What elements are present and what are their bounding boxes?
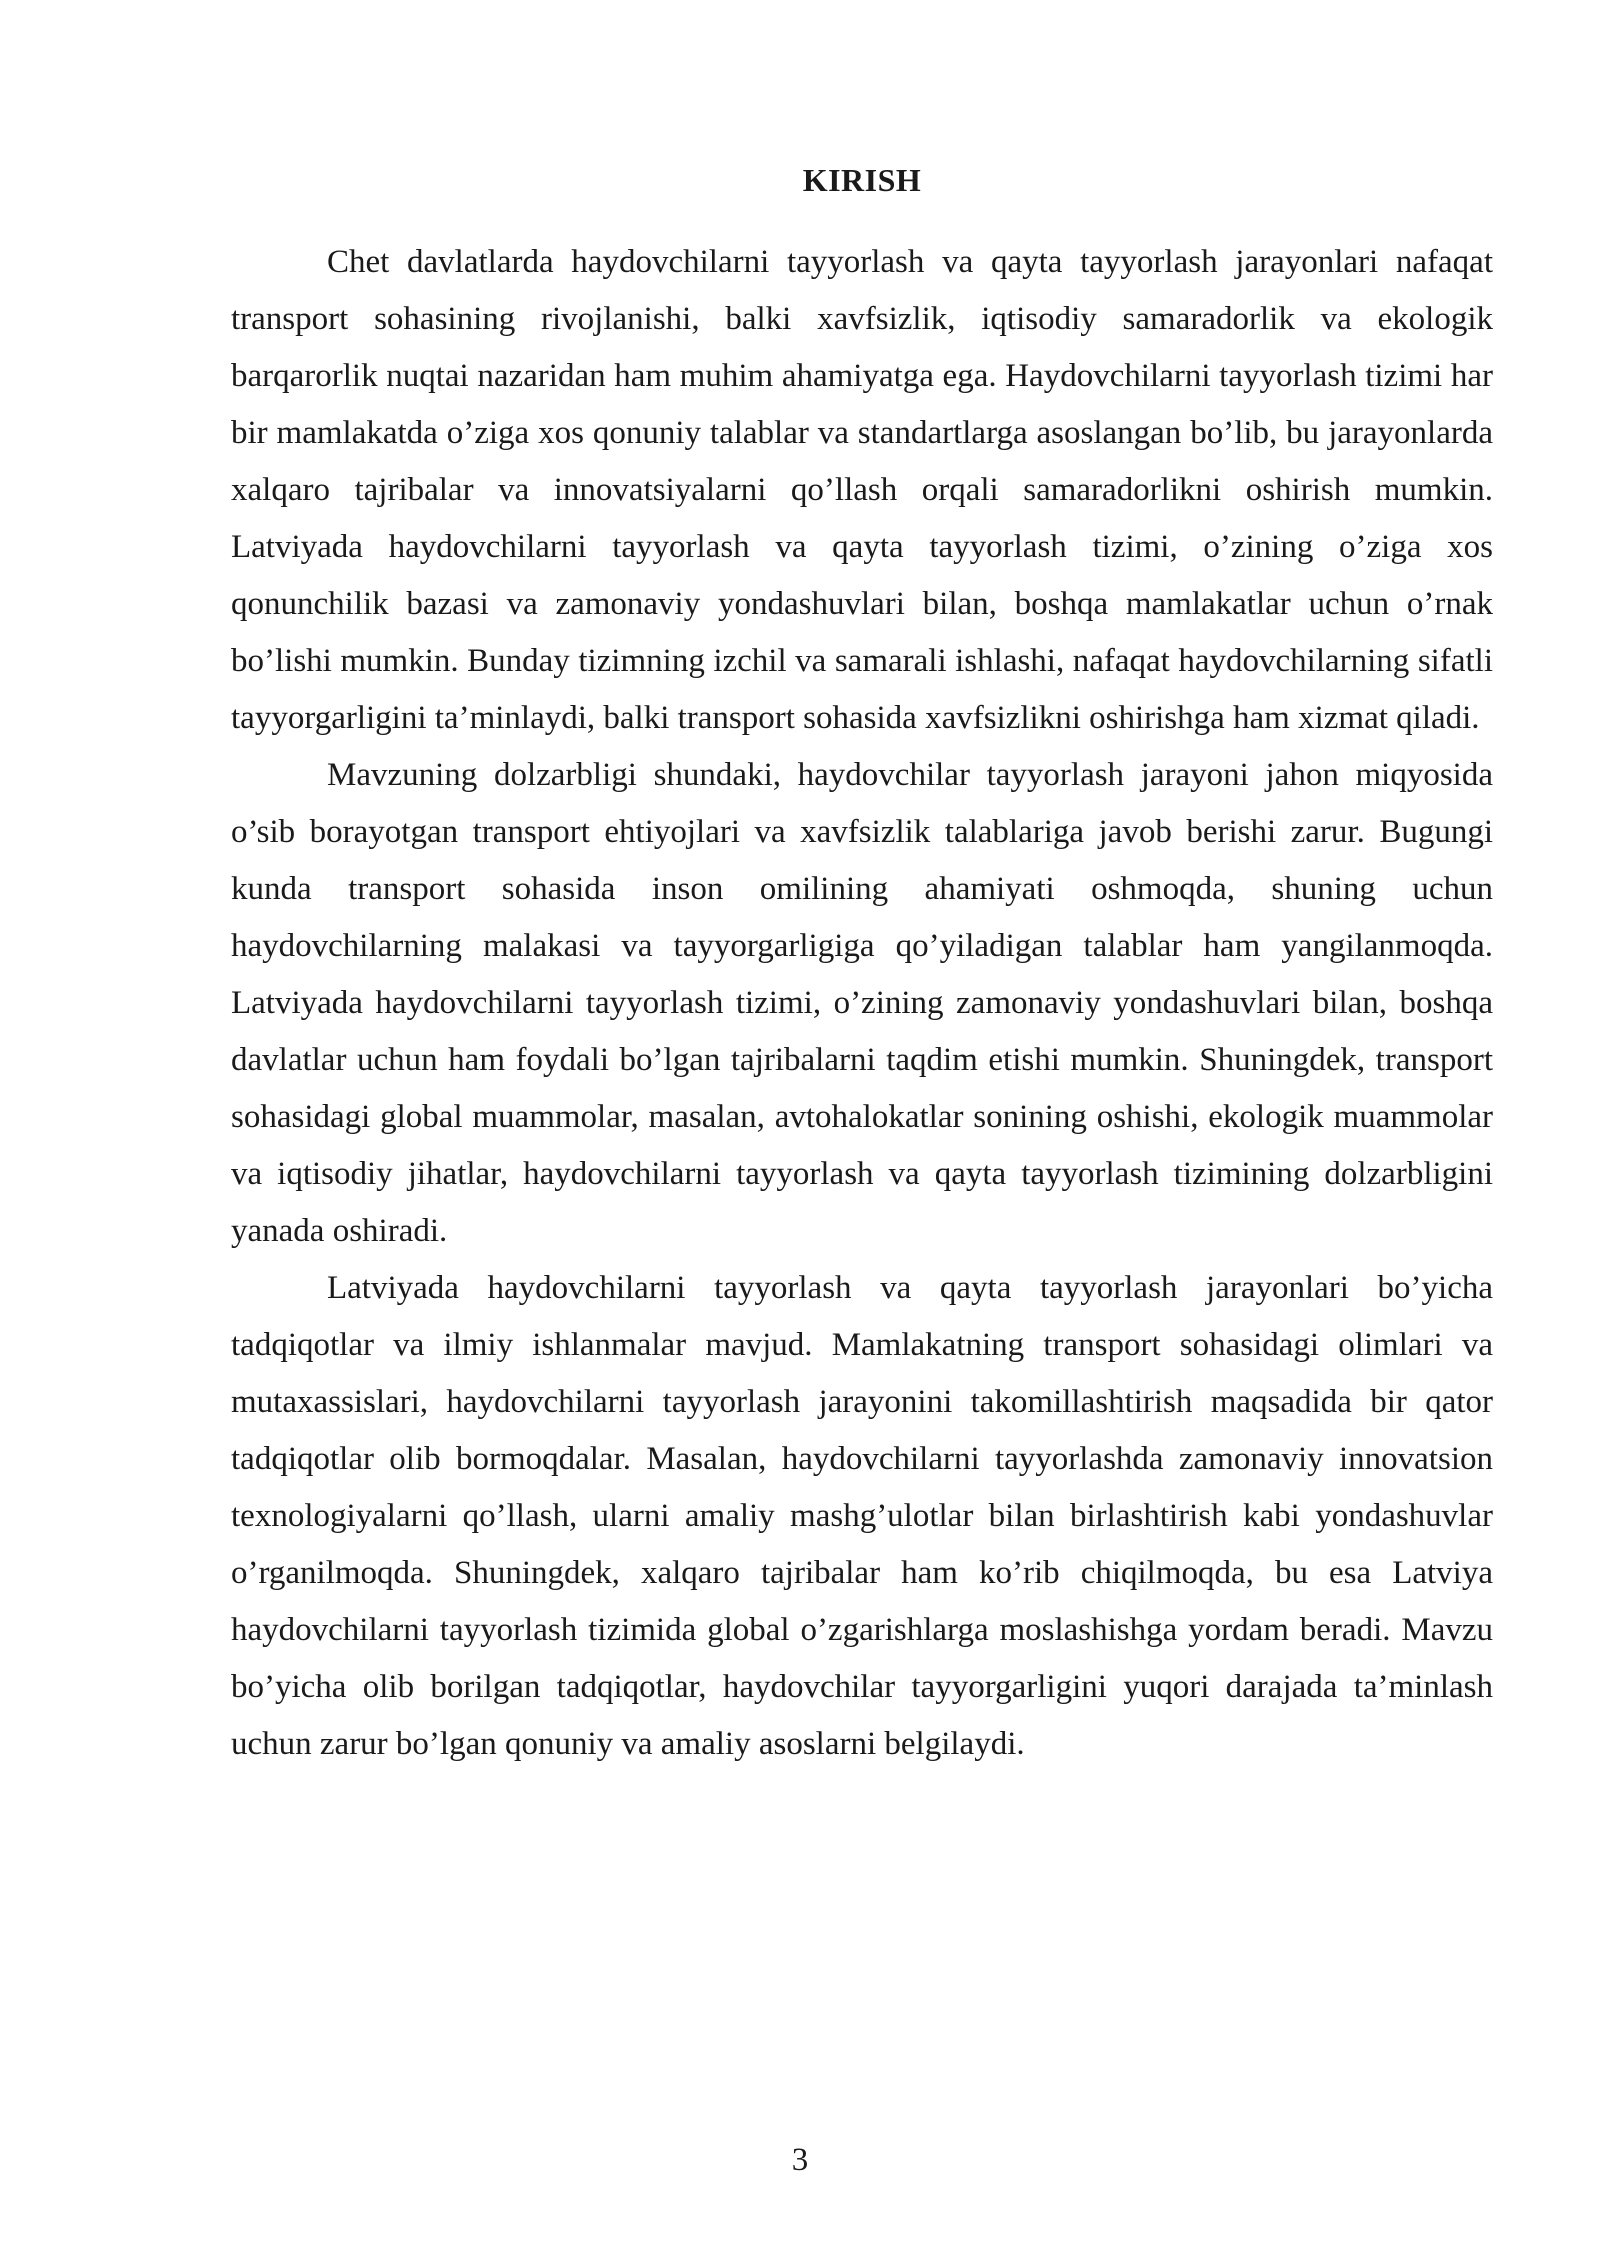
document-page [231,160,1493,1773]
paragraph-3: Latviyada haydovchilarni tayyorlash va qayta tayyorlash jarayonlari bo’yicha tadqiqotlar va ilmiy ishlanmalar mavjud. Mamlakatning transport sohasidagi olimlari va mutaxassislari, haydovchilarni tayyorlash jarayonini takomillashtirish maqsadida bir qator tadqiqotlar olib bormoqdalar. Masalan, haydovchilarni tayyorlashda zamonaviy innovatsion texnologiyalarni qo’llash, ularni amaliy mashg’ulotlar bilan birlashtirish kabi yondashuvlar o’rganilmoqda. Shuningdek, xalqaro tajribalar ham ko’rib chiqilmoqda, bu esa Latviya haydovchilarni tayyorlash tizimida global o’zgarishlarga moslashishga yordam beradi. Mavzu bo’yicha olib borilgan tadqiqotlar, haydovchilar tayyorgarligini yuqori darajada ta’minlash uchun zarur bo’lgan qonuniy va amaliy asoslarni belgilaydi. [231,1270,1493,1762]
paragraph-1: Chet davlatlarda haydovchilarni tayyorlash va qayta tayyorlash jarayonlari nafaqat transport sohasining rivojlanishi, balki xavfsizlik, iqtisodiy samaradorlik va ekologik barqarorlik nuqtai nazaridan ham muhim ahamiyatga ega. Haydovchilarni tayyorlash tizimi har bir mamlakatda o’ziga xos qonuniy talablar va standartlarga asoslangan bo’lib, bu jarayonlarda xalqaro tajribalar va innovatsiyalarni qo’llash orqali samaradorlikni oshirish mumkin. Latviyada haydovchilarni tayyorlash va qayta tayyorlash tizimi, o’zining o’ziga xos qonunchilik bazasi va zamonaviy yondashuvlari bilan, boshqa mamlakatlar uchun o’rnak bo’lishi mumkin. Bunday tizimning izchil va samarali ishlashi, nafaqat haydovchilarning sifatli tayyorgarligini ta’minlaydi, balki transport sohasida xavfsizlikni oshirishga ham xizmat qiladi. [231,244,1493,736]
document-title: KIRISH [802,162,922,198]
paragraph-2: Mavzuning dolzarbligi shundaki, haydovchilar tayyorlash jarayoni jahon miqyosida o’sib borayotgan transport ehtiyojlari va xavfsizlik talablariga javob berishi zarur. Bugungi kunda transport sohasida inson omilining ahamiyati oshmoqda, shuning uchun haydovchilarning malakasi va tayyorgarligiga qo’yiladigan talablar ham yangilanmoqda. Latviyada haydovchilarni tayyorlash tizimi, o’zining zamonaviy yondashuvlari bilan, boshqa davlatlar uchun ham foydali bo’lgan tajribalarni taqdim etishi mumkin. Shuningdek, transport sohasidagi global muammolar, masalan, avtohalokatlar sonining oshishi, ekologik muammolar va iqtisodiy jihatlar, haydovchilarni tayyorlash va qayta tayyorlash tizimining dolzarbligini yanada oshiradi. [231,757,1493,1249]
page-number: 3 [791,2142,809,2178]
